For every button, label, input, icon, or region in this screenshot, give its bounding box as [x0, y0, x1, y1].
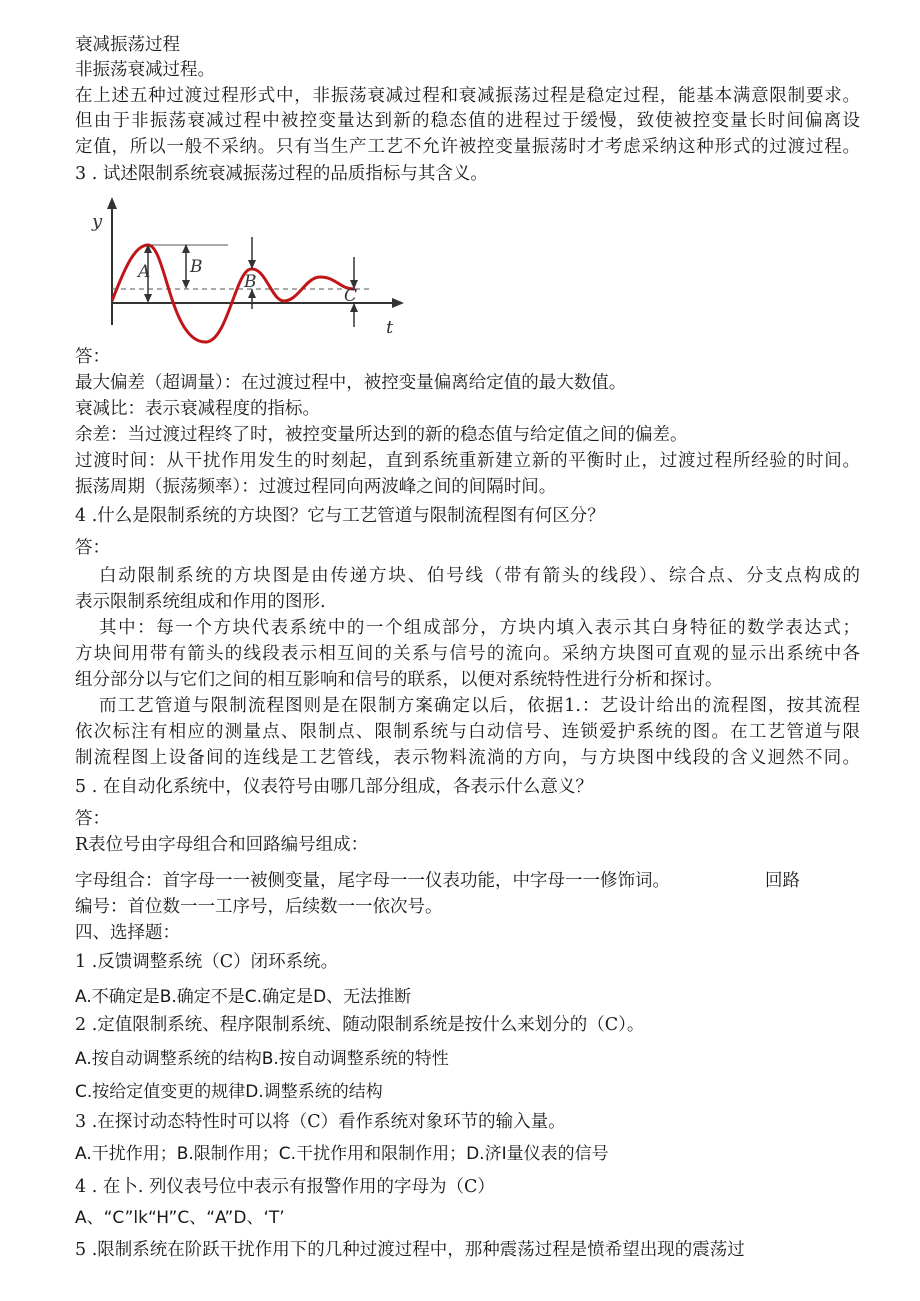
text-line: 过渡时间：从干扰作用发生的时刻起，直到系统重新建立新的平衡时止，过渡过程所经验的时间。: [75, 451, 860, 471]
text-line: 其中：每一个方块代表系统中的一个组成部分，方块内填入表示其白身特征的数学表达式；: [99, 618, 860, 638]
question-heading: 3 . 试述限制系统衰减振荡过程的品质指标与其含义。: [75, 164, 488, 184]
question-heading: 4 .什么是限制系统的方块图？它与工艺管道与限制流程图有何区分？: [75, 506, 605, 526]
section-heading: 四、选择题：: [75, 923, 180, 943]
text-line: 振荡周期（振荡频率）：过渡过程同向两波峰之间的间隔时间。: [75, 477, 557, 497]
damped-oscillation-figure: [92, 197, 400, 347]
answer-label: 答：: [75, 809, 110, 829]
text-line: 最大偏差（超调量）：在过渡过程中，被控变量偏离给定值的最大数值。: [75, 373, 627, 393]
options-line: A.按自动调整系统的结构B.按自动调整系统的特性: [75, 1049, 449, 1069]
label-b2: B: [244, 272, 257, 292]
question-heading: 3 .在探讨动态特性时可以将（C）看作系统对象环节的输入量。: [75, 1112, 566, 1132]
label-c: C: [344, 286, 358, 306]
text-line: 衰减振荡过程: [75, 35, 180, 55]
t-axis-arrow: [392, 298, 404, 308]
text-line: 而工艺管道与限制流程图则是在限制方案确定以后，依据1.：艺设计给出的流程图，按其流程: [99, 696, 860, 716]
options-line: A.干扰作用；B.限制作用；C.干扰作用和限制作用；D.济I量仪表的信号: [75, 1144, 609, 1164]
options-line: C.按给定值变更的规律D.调整系统的结构: [75, 1082, 383, 1102]
options-line: A.不确定是B.确定不是C.确定是D、无法推断: [75, 987, 412, 1007]
question-heading: 5 .限制系统在阶跃干扰作用下的几种过渡过程中，那种震荡过程是愤希望出现的震荡过: [75, 1240, 745, 1260]
text-line: 方块间用带有箭头的线段表示相互间的关系与信号的流向。采纳方块图可直观的显示出系统中各: [75, 644, 860, 664]
text-line: 表示限制系统组成和作用的图形.: [75, 592, 326, 612]
text-line: 衰减比：表示衰减程度的指标。: [75, 399, 320, 419]
question-heading: 1 .反馈调整系统（C）闭环系统。: [75, 952, 339, 972]
y-axis-arrow: [107, 197, 117, 209]
t-axis-label: t: [386, 317, 394, 338]
text-line: 制流程图上设备间的连线是工艺管线，表示物料流淌的方向，与方块图中线段的含义迥然不同。: [75, 748, 860, 768]
question-heading: 2 .定值限制系统、程序限制系统、随动限制系统是按什么来划分的（C）。: [75, 1015, 645, 1035]
y-axis-label: y: [92, 211, 103, 232]
options-line: A、“C”lk“H”C、“A”D、‘T’: [75, 1208, 285, 1228]
text-line: 组分部分以与它们之间的相互影响和信号的联系，以便对系统特性进行分析和探讨。: [75, 670, 723, 690]
text-line: 非振荡衰减过程。: [75, 60, 215, 80]
answer-label: 答：: [75, 538, 110, 558]
loop-text: 回路: [765, 871, 800, 891]
text-line: 在上述五种过渡过程形式中，非振荡衰减过程和衰减振荡过程是稳定过程，能基本满意限制要求。: [75, 86, 860, 106]
text-line: 定值，所以一般不采纳。只有当生产工艺不允许被控变量振荡时才考虑采纳这种形式的过渡过程。: [75, 137, 860, 157]
text-line: R表位号由字母组合和回路编号组成：: [75, 835, 369, 855]
question-heading: 4 . 在卜. 列仪表号位中表示有报警作用的字母为（C）: [75, 1177, 495, 1197]
question-heading: 5 . 在自动化系统中，仪表符号由哪几部分组成，各表示什么意义？: [75, 777, 593, 797]
text-line: 依次标注有相应的测量点、限制点、限制系统与白动信号、连锁爱护系统的图。在工艺管道与限: [75, 722, 860, 742]
letter-combo-text: 字母组合：首字母一一被侧变量，尾字母一一仪表功能，中字母一一修饰词。: [75, 871, 670, 891]
text-line: 白动限制系统的方块图是由传递方块、伯号线（带有箭头的线段）、综合点、分支点构成的: [99, 566, 860, 586]
answer-label: 答：: [75, 347, 110, 367]
text-line: 余差：当过渡过程终了时，被控变量所达到的新的稳态值与给定值之间的偏差。: [75, 425, 688, 445]
label-a: A: [138, 262, 151, 282]
text-line: 编号：首位数一一工序号，后续数一一依次号。: [75, 897, 443, 917]
text-line: 但由于非振荡衰减过程中被控变量达到新的稳态值的进程过于缓慢，致使被控变量长时间偏离设: [75, 111, 860, 131]
label-b1: B: [190, 257, 203, 277]
text-line: [75, 869, 860, 894]
